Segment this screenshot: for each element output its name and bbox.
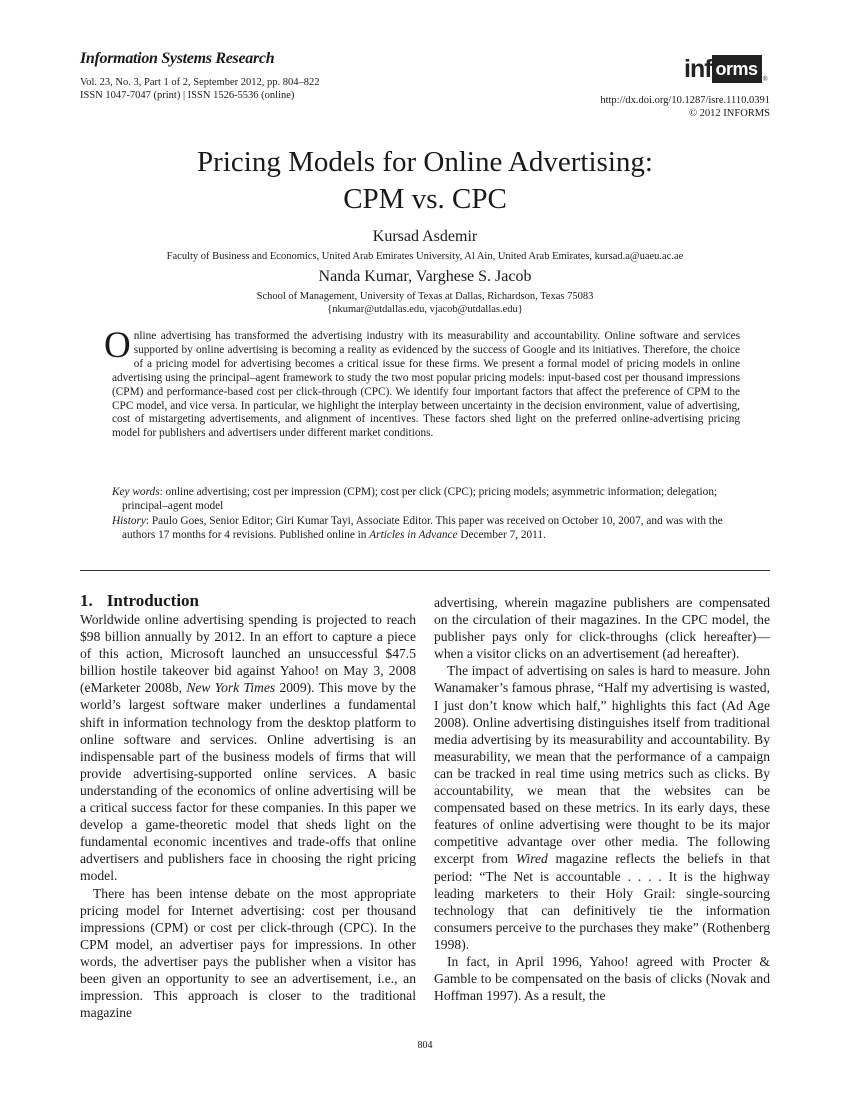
body-column-right [434, 594, 770, 1004]
abstract-dropcap: O [104, 325, 131, 366]
history-label: History [112, 515, 146, 527]
author-1-affiliation: Faculty of Business and Economics, United Arab Emirates University, Al Ain, United Arab Emirates, kursad.a@uaeu.ac.ae [166, 251, 684, 262]
section-title: Introduction [106, 591, 200, 610]
p1-text-a: Worldwide online advertising spending is projected to reach $98 billion annually by 2012. In an effort to capture a piece of this action, Microsoft launched an unsuccessful $47.5 billion hostile takeover bid against Yahoo! on May 3, 2008 (eMarketer 2008b, [80, 612, 416, 696]
author-2-affiliation: School of Management, University of Texas at Dallas, Richardson, Texas 75083 [256, 291, 594, 302]
author-2-names: Nanda Kumar, Varghese S. Jacob [318, 268, 532, 285]
p4-italic: Wired [515, 851, 548, 867]
keywords [112, 486, 750, 513]
author-2-emails: {nkumar@utdallas.edu, vjacob@utdallas.edu} [327, 304, 523, 315]
issn-line: ISSN 1047-7047 (print) | ISSN 1526-5536 (online) [80, 90, 295, 101]
p4-text-a: The impact of advertising on sales is hard to measure. John Wanamaker’s famous phrase, “Half my advertising is wasted, I just don’t know which half,” highlights this fact (Ad Age 2008). Online advertising distinguishes itself from traditional media advertising by its measurability and accountability. By measurability, we mean that the performance of a campaign can be tracked in real time using metrics such as clicks. By accountability, we mean that the websites can be compensated based on these metrics. In its early days, these features of online advertising were thought to be its major competitive advantage over other media. The following excerpt from [434, 663, 770, 867]
section-number: 1. [80, 591, 93, 610]
section-heading [80, 590, 416, 612]
logo-text-left: inf [684, 55, 712, 83]
doi-link[interactable]: http://dx.doi.org/10.1287/isre.1110.0391 [600, 95, 770, 106]
informs-logo [684, 55, 768, 83]
history-end: December 7, 2011. [457, 528, 546, 541]
page-number: 804 [417, 1040, 433, 1051]
abstract [104, 325, 740, 441]
keywords-label: Key words [112, 486, 160, 498]
history [112, 515, 750, 542]
logo-registered: ® [762, 75, 768, 83]
history-text: : Paulo Goes, Senior Editor; Giri Kumar Tayi, Associate Editor. This paper was received on October 10, 2007, and was with the authors 17 months for 4 revisions. Published online in [122, 515, 723, 541]
body-paragraph [80, 611, 416, 885]
body-paragraph: In fact, in April 1996, Yahoo! agreed with Procter & Gamble to be compensated on the basis of clicks (Novak and Hoffman 1997). As a result, the [434, 953, 770, 1004]
section-divider [80, 570, 770, 571]
journal-name: Information Systems Research [80, 50, 275, 67]
author-1-names: Kursad Asdemir [372, 228, 478, 245]
copyright: © 2012 INFORMS [689, 108, 770, 119]
body-column-left [80, 590, 416, 1021]
volume-line: Vol. 23, No. 3, Part 1 of 2, September 2012, pp. 804–822 [80, 77, 320, 88]
body-paragraph: advertising, wherein magazine publishers are compensated on the circulation of their magazines. In the CPC model, the publisher pays only for click-throughs (click hereafter)—when a visitor clicks on an advertisement (ad hereafter). [434, 595, 770, 662]
p4-text-b: magazine reflects the beliefs in that period: “The Net is accountable . . . . It is the highway leading marketers to their Holy Grail: single-sourcing technology that can definitively tie the information consumers perceive to the purchases they make” (Rothenberg 1998). [434, 851, 770, 952]
body-paragraph: There has been intense debate on the most appropriate pricing model for Internet advertising: cost per thousand impressions (CPM) or cost per click-through (CPC). In the CPM model, an advertiser pays for impressions. In other words, the advertiser pays the publisher when a visitor has been given an opportunity to see an advertisement, i.e., an impression. This approach is closer to the traditional magazine [80, 885, 416, 1021]
body-paragraph [434, 662, 770, 953]
history-italic: Articles in Advance [369, 528, 458, 541]
p1-text-b: 2009). This move by the world’s largest software maker underlines a fundamental shift in information technology from the desktop platform to online software and services. Online advertising is an indispensable part of the business models of firms that will provide advertising-supported online services. A basic understanding of the economics of online advertising will be a critical success factor for these companies. In this paper we develop a game-theoretic model that sheds light on the fundamental economic incentives and trade-offs that online advertisers and publishers face in choosing the right pricing model. [80, 680, 416, 884]
p1-italic: New York Times [186, 680, 276, 696]
keywords-text: : online advertising; cost per impression (CPM); cost per click (CPC); pricing models; asymmetric information; delegation; principal–agent model [122, 486, 718, 512]
logo-text-box: orms [712, 55, 762, 83]
paper-title-line2: CPM vs. CPC [343, 183, 507, 215]
abstract-text: nline advertising has transformed the advertising industry with its measurability and accountability. Online software and services supported by online advertising is becoming a reality as evidenced by the success of Google and its initiatives. Therefore, the choice of a pricing model for advertising becomes a critical issue for these firms. We present a formal model of pricing models in online advertising using the principal–agent framework to study the two most popular pricing models: input-based cost per thousand impressions (CPM) and performance-based cost per click-through (CPC). We identify four important factors that affect the preference of CPM to the CPC model, and vice versa. In particular, we highlight the interplay between uncertainty in the decision environment, value of advertising, cost of mistargeting advertisements, and alignment of incentives. These factors shed light on the preferred online-advertising pricing model for publishers and advertisers under different market conditions. [112, 330, 740, 440]
paper-title-line1: Pricing Models for Online Advertising: [197, 146, 653, 178]
